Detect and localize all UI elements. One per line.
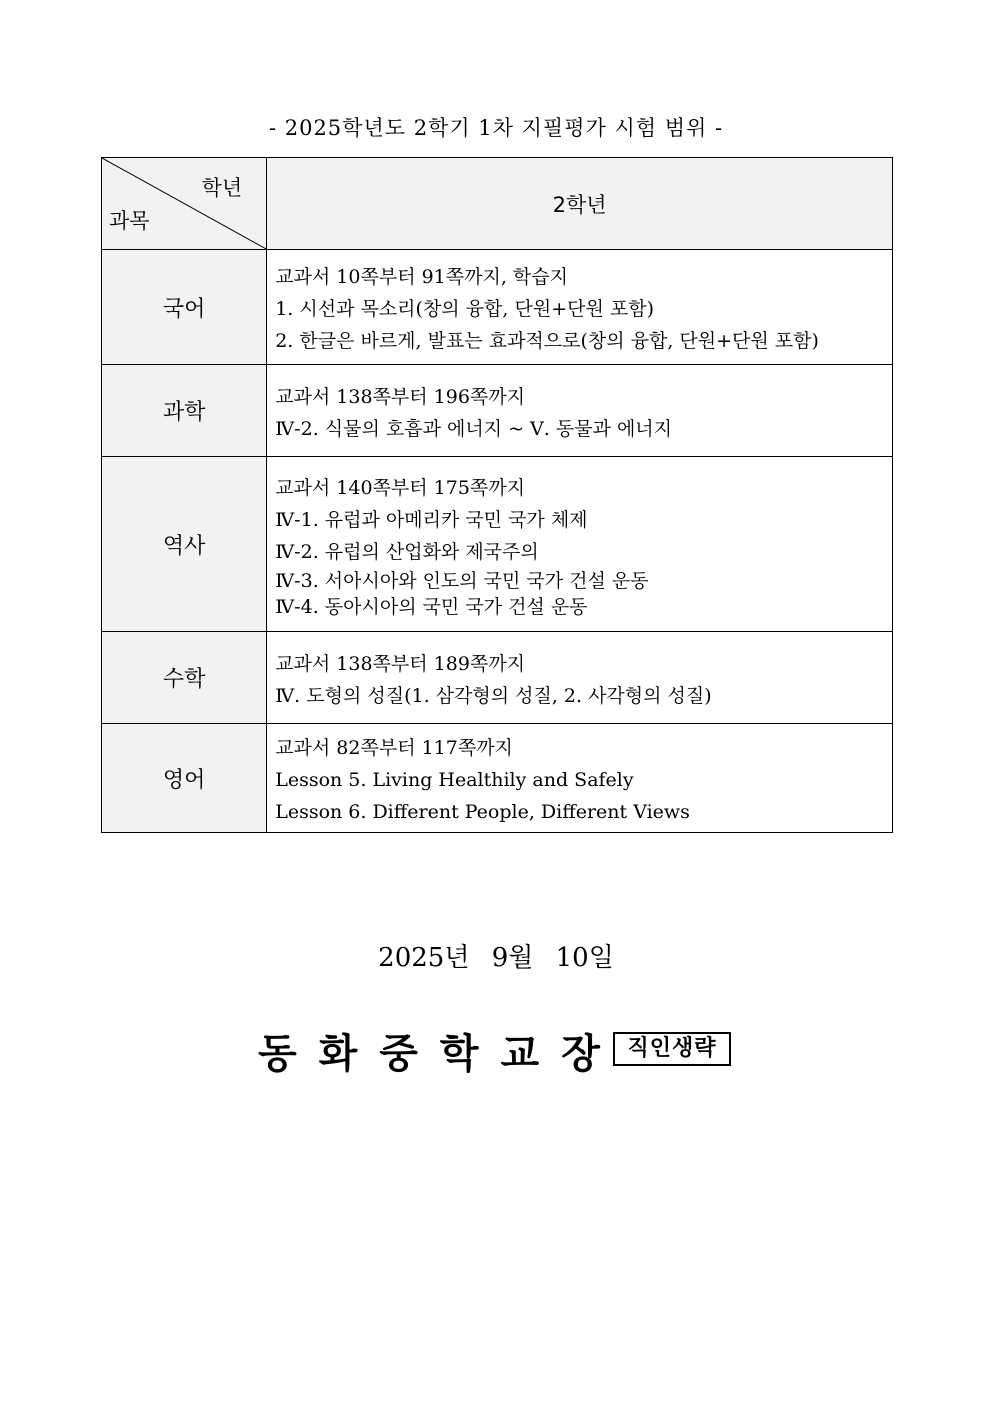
table-row-history [102,457,893,632]
content-line: Ⅳ-1. 유럽과 아메리카 국민 국가 체제 [275,509,588,531]
content-line: 교과서 138쪽부터 189쪽까지 [275,652,525,675]
table-row-math [102,632,893,724]
content-line: Lesson 6. Different People, Different Views [275,801,690,823]
content-line: 교과서 140쪽부터 175쪽까지 [275,477,525,499]
principal-title: 동화중학교장 [258,1031,622,1077]
seal-omitted-stamp: 직인생략 [613,1032,731,1066]
content-line: 교과서 82쪽부터 117쪽까지 [275,737,513,759]
header-diagonal-cell [102,158,267,250]
content-cell [267,724,893,833]
content-line: Ⅳ-3. 서아시아와 인도의 국민 국가 건설 운동 [275,570,649,592]
content-line: 2. 한글은 바르게, 발표는 효과적으로(창의 융합, 단원+단원 포함) [275,330,819,352]
content-line: 교과서 138쪽부터 196쪽까지 [275,385,525,408]
content-line: Lesson 5. Living Healthily and Safely [275,769,634,791]
content-cell [267,365,893,457]
content-line: Ⅳ. 도형의 성질(1. 삼각형의 성질, 2. 사각형의 성질) [275,684,712,707]
content-line: Ⅳ-4. 동아시아의 국민 국가 건설 운동 [275,596,588,618]
subject-cell: 영어 [102,724,267,833]
table-header-row [102,158,893,250]
content-cell [267,250,893,365]
subject-cell: 국어 [102,250,267,365]
content-line: 교과서 10쪽부터 91쪽까지, 학습지 [275,266,568,288]
header-grade-label: 학년 [201,176,243,200]
subject-cell: 수학 [102,632,267,724]
issue-date: 2025년 9월 10일 [378,943,614,973]
subject-cell: 역사 [102,457,267,632]
content-cell [267,457,893,632]
content-line: Ⅳ-2. 식물의 호흡과 에너지 ~ Ⅴ. 동물과 에너지 [275,417,673,440]
header-grade: 2학년 [267,158,893,250]
subject-cell: 과학 [102,365,267,457]
table-row-science [102,365,893,457]
exam-range-table [101,157,893,833]
table-row-korean [102,250,893,365]
header-subject-label: 과목 [109,209,150,233]
content-line: 1. 시선과 목소리(창의 융합, 단원+단원 포함) [275,298,654,320]
content-line: Ⅳ-2. 유럽의 산업화와 제국주의 [275,541,539,563]
content-cell [267,632,893,724]
table-row-english [102,724,893,833]
document-title: - 2025학년도 2학기 1차 지필평가 시험 범위 - [268,116,724,140]
